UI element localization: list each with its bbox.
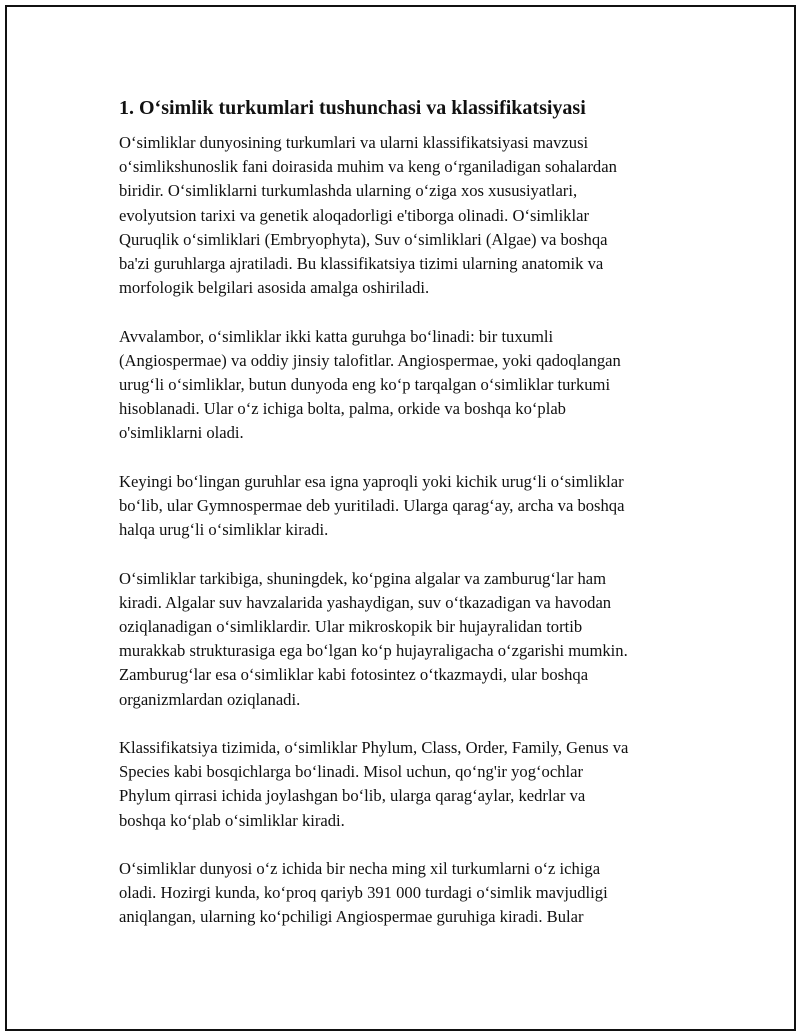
text-line: ba'zi guruhlarga ajratiladi. Bu klassifikatsiya tizimi ularning anatomik va <box>119 254 604 274</box>
text-line: kiradi. Algalar suv havzalarida yashaydigan, suv o‘tkazadigan va havodan <box>119 592 612 612</box>
text-line: Species kabi bosqichlarga bo‘linadi. Misol uchun, qo‘ng'ir yog‘ochlar <box>119 762 583 782</box>
paragraph-6 <box>119 857 704 930</box>
text-line: (Angiospermae) va oddiy jinsiy talofitlar. Angiospermae, yoki qadoqlangan <box>119 350 621 370</box>
page-frame <box>5 5 796 1031</box>
text-line: o‘simlikshunoslik fani doirasida muhim va keng o‘rganiladigan sohalardan <box>119 157 617 177</box>
text-line: O‘simliklar dunyosi o‘z ichida bir necha ming xil turkumlarni o‘z ichiga <box>119 859 601 879</box>
text-line: organizmlardan oziqlanadi. <box>119 689 301 709</box>
section-heading: 1. O‘simlik turkumlari tushunchasi va klassifikatsiyasi <box>119 97 586 119</box>
text-line: oziqlanadigan o‘simliklardir. Ular mikroskopik bir hujayralidan tortib <box>119 617 583 637</box>
text-line: aniqlangan, ularning ko‘pchiligi Angiospermae guruhiga kiradi. Bular <box>119 907 584 927</box>
text-line: Klassifikatsiya tizimida, o‘simliklar Phylum, Class, Order, Family, Genus va <box>119 738 629 758</box>
text-line: O‘simliklar tarkibiga, shuningdek, ko‘pgina algalar va zamburug‘lar ham <box>119 568 607 588</box>
text-line: biridir. O‘simliklarni turkumlashda ularning o‘ziga xos xususiyatlari, <box>119 181 578 201</box>
text-line: Avvalambor, o‘simliklar ikki katta guruhga bo‘linadi: bir tuxumli <box>119 326 554 346</box>
text-line: O‘simliklar dunyosining turkumlari va ularni klassifikatsiyasi mavzusi <box>119 133 589 152</box>
text-line: urug‘li o‘simliklar, butun dunyoda eng ko‘p tarqalgan o‘simliklar turkumi <box>119 375 611 395</box>
text-line: oladi. Hozirgi kunda, ko‘proq qariyb 391 000 turdagi o‘simlik mavjudligi <box>119 883 608 903</box>
paragraph-1 <box>119 131 704 300</box>
text-line: boshqa ko‘plab o‘simliklar kiradi. <box>119 810 345 830</box>
text-line: halqa urug‘li o‘simliklar kiradi. <box>119 520 329 540</box>
document-body <box>119 95 704 954</box>
paragraph-4 <box>119 567 704 712</box>
text-line: murakkab strukturasiga ega bo‘lgan ko‘p hujayraligacha o‘zgarishi mumkin. <box>119 641 628 661</box>
text-line: hisoblanadi. Ular o‘z ichiga bolta, palma, orkide va boshqa ko‘plab <box>119 399 566 419</box>
text-line: Keyingi bo‘lingan guruhlar esa igna yaproqli yoki kichik urug‘li o‘simliklar <box>119 471 624 491</box>
text-line: evolyutsion tarixi va genetik aloqadorligi e'tiborga olinadi. O‘simliklar <box>119 205 589 225</box>
text-line: Zamburug‘lar esa o‘simliklar kabi fotosintez o‘tkazmaydi, ular boshqa <box>119 665 589 685</box>
paragraph-2 <box>119 325 704 446</box>
text-line: Quruqlik o‘simliklari (Embryophyta), Suv o‘simliklari (Algae) va boshqa <box>119 229 608 249</box>
paragraph-5 <box>119 736 704 833</box>
text-line: morfologik belgilari asosida amalga oshiriladi. <box>119 278 430 298</box>
paragraph-3 <box>119 470 704 543</box>
text-line: bo‘lib, ular Gymnospermae deb yuritiladi. Ularga qarag‘ay, archa va boshqa <box>119 496 625 516</box>
text-line: o'simliklarni oladi. <box>119 423 244 443</box>
text-line: Phylum qirrasi ichida joylashgan bo‘lib, ularga qarag‘aylar, kedrlar va <box>119 786 586 806</box>
